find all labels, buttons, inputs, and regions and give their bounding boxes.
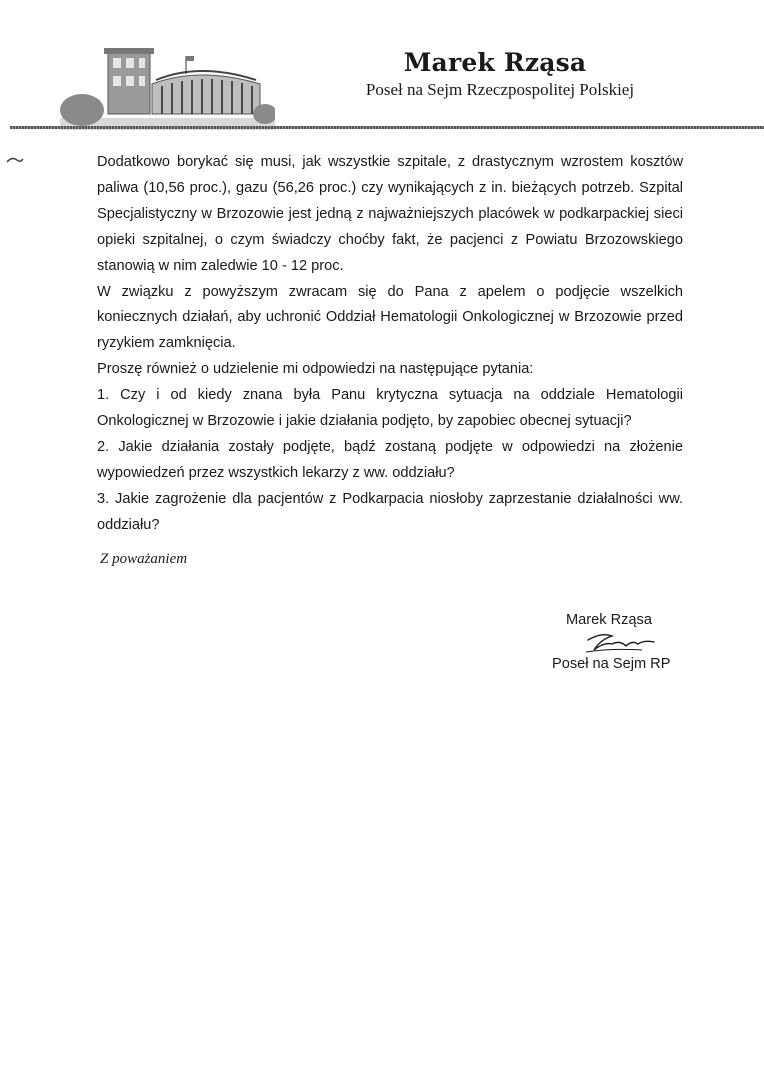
sejm-building-icon (60, 40, 275, 137)
question-3: 3. Jakie zagrożenie dla pacjentów z Podkarpacia niosłoby zaprzestanie działalności ww. oddziału? (97, 490, 683, 533)
punch-mark-icon (6, 155, 24, 169)
paragraph-costs: Dodatkowo borykać się musi, jak wszystkie szpitale, z drastycznym wzrostem kosztów paliwa (10,56 proc.), gazu (56,26 proc.) czy wynikających z in. bieżących potrzeb. Szpital Specjalistyczny w Brzozowie jest jedną z najważniejszych placówek w podkarpackiej sieci opieki szpitalnej, o czym świadczy choćby fakt, że pacjenci z Powiatu Brzozowskiego stanowią w nim zaledwie 10 - 12 proc. (97, 154, 683, 274)
question-2: 2. Jakie działania zostały podjęte, bądź zostaną podjęte w odpowiedzi na złożenie wypowiedzeń przez wszystkich lekarzy z ww. oddziału? (97, 438, 683, 481)
signature-name: Marek Rząsa (566, 612, 652, 628)
letterhead-divider (10, 126, 764, 129)
letterhead-name: Marek Rząsa (403, 48, 587, 77)
closing-salutation: Z poważaniem (100, 551, 188, 567)
signature-role: Poseł na Sejm RP (552, 656, 671, 672)
letter-body (97, 150, 683, 539)
paragraph-request: Proszę również o udzielenie mi odpowiedzi na następujące pytania: (97, 361, 534, 378)
question-1: 1. Czy i od kiedy znana była Panu krytyczna sytuacja na oddziale Hematologii Onkologicznej w Brzozowie i jakie działania podjęto, by zapobiec obecnej sytuacji? (97, 387, 683, 430)
paragraph-appeal: W związku z powyższym zwracam się do Pana z apelem o podjęcie wszelkich koniecznych działań, aby uchronić Oddział Hematologii Onkologicznej w Brzozowie przed ryzykiem zamknięcia. (97, 283, 683, 352)
letterhead-title: Poseł na Sejm Rzeczpospolitej Polskiej (365, 80, 635, 99)
